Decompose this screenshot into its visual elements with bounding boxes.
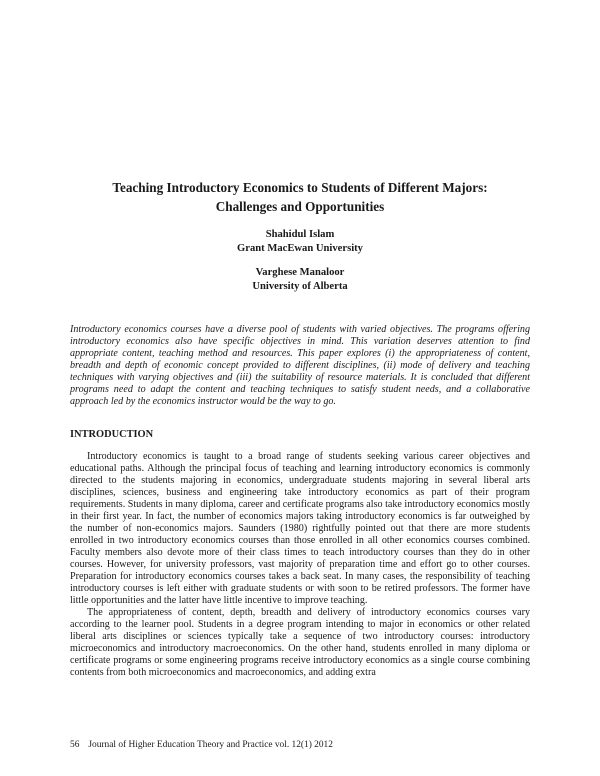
section-heading: INTRODUCTION [70, 429, 154, 440]
paper-title [60, 178, 540, 216]
author-affiliation: Grant MacEwan University [237, 243, 363, 254]
author-block-2 [60, 266, 540, 294]
journal-citation: Journal of Higher Education Theory and Practice vol. 12(1) 2012 [88, 740, 333, 750]
body-paragraph: Introductory economics is taught to a broad range of students seeking various career objectives and educational paths. Although the principal focus of teaching and learning introductory economics is commonly directed to the students majoring in economics, undergraduate students majoring in several liberal arts disciplines, sciences, business and engineering take introductory economics as part of their program requirements. Students in many diploma, career and certificate programs also take introductory economics mostly in their first year. In fact, the number of economics majors taking introductory economics is far outweighed by the number of non-economics majors. Saunders (1980) rightfully pointed out that there are more students enrolled in two introductory economics courses than those enrolled in all other economics courses combined. Faculty members also devote more of their class times to teach introductory courses than they do in other courses. However, for university professors, vast majority of preparation time and effort go to other courses. Preparation for introductory economics courses takes a back seat. In many cases, the responsibility of teaching introductory courses is left either with graduate students or with soon to be retired professors. The former have little opportunities and the latter have little incentive to improve teaching. [70, 451, 530, 606]
author-affiliation: University of Alberta [252, 281, 348, 292]
page-footer [70, 740, 342, 750]
author-name: Varghese Manaloor [255, 267, 345, 278]
author-name: Shahidul Islam [265, 229, 335, 240]
title-line-2: Challenges and Opportunities [215, 199, 385, 214]
body-text [70, 451, 530, 679]
title-line-1: Teaching Introductory Economics to Students of Different Majors: [112, 180, 488, 195]
abstract: Introductory economics courses have a diverse pool of students with varied objectives. The programs offering introductory economics also have specific objectives in mind. This variation deserves attention to find appropriate content, teaching method and resources. This paper explores (i) the appropriateness of content, breadth and depth of economic concept provided to different disciplines, (ii) mode of delivery and teaching techniques with varying objectives and (iii) the suitability of resource materials. It is concluded that different programs need to adapt the content and teaching techniques to satisfy student needs, and a collaborative approach led by the economics instructor would be the way to go. [70, 324, 530, 407]
author-block-1 [60, 228, 540, 256]
page-number: 56 [70, 740, 80, 750]
body-paragraph: The appropriateness of content, depth, breadth and delivery of introductory economics courses vary according to the learner pool. Students in a degree program intending to major in economics or other related liberal arts disciplines or sciences typically take a sequence of two introductory courses: introductory microeconomics and introductory macroeconomics. On the other hand, students enrolled in many diploma or certificate programs or some engineering programs receive introductory economics as a single course combining contents from both microeconomics and macroeconomics, and adding extra [70, 607, 530, 678]
